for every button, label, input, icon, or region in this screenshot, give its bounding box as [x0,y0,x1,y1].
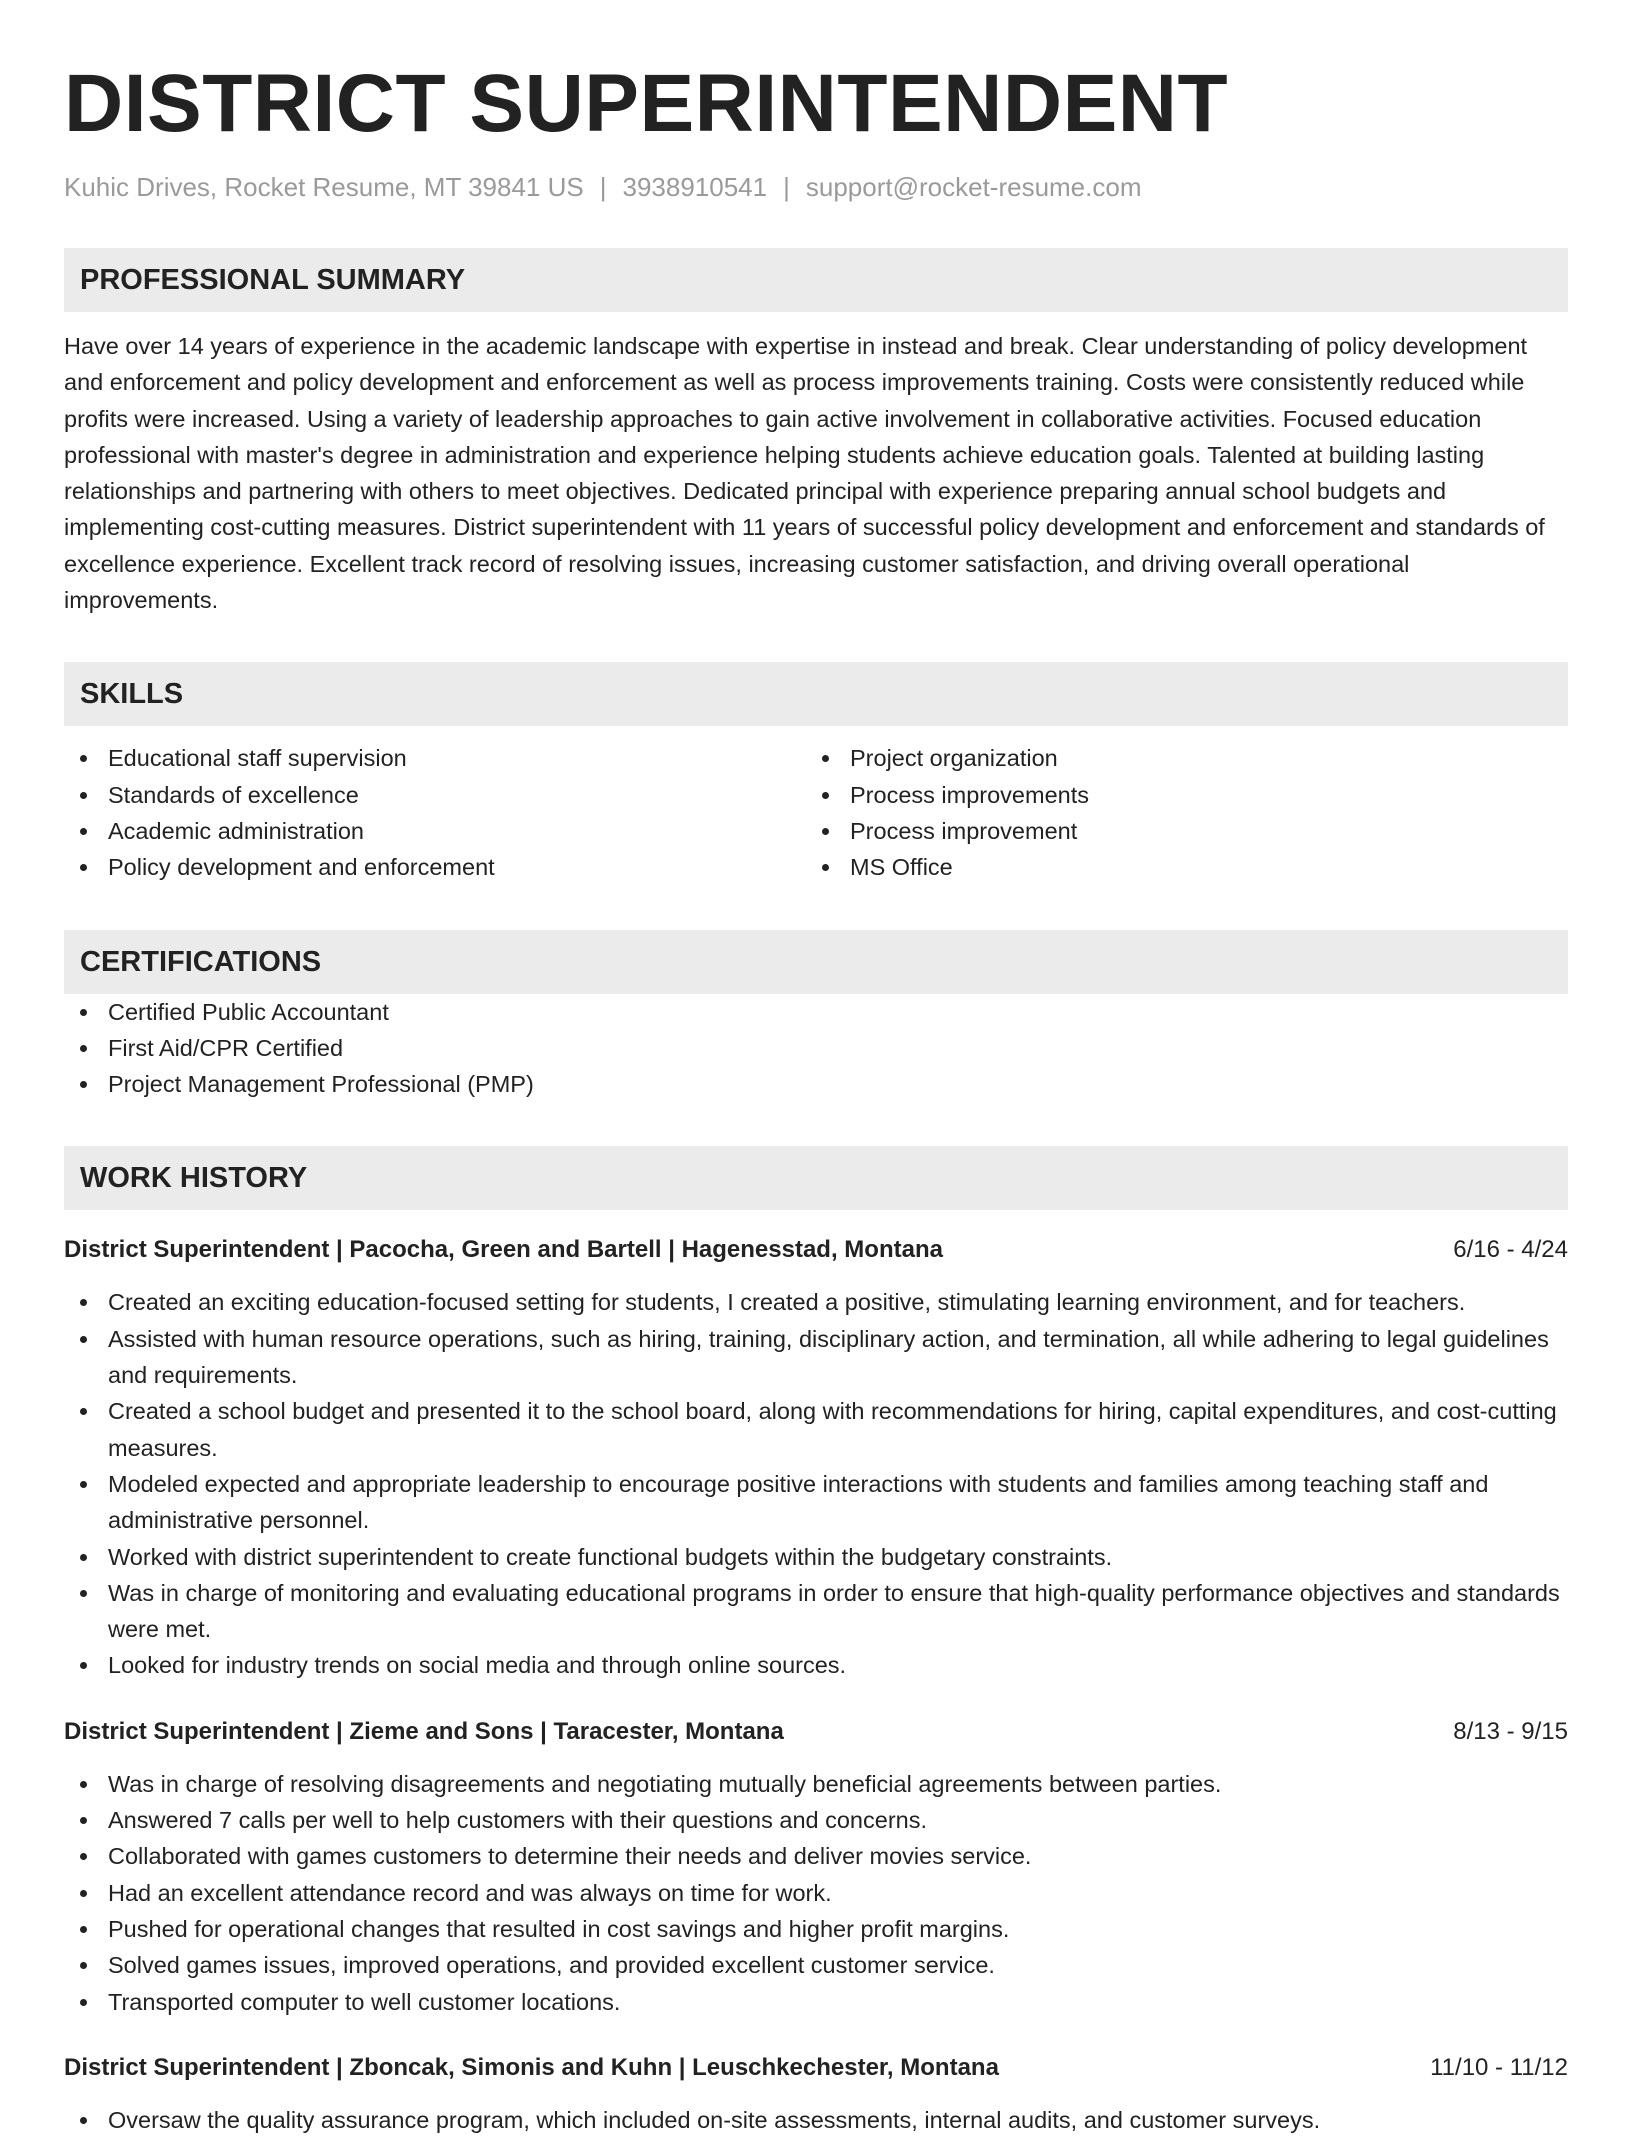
certification-item: Project Management Professional (PMP) [64,1066,1568,1102]
job-entry [64,1232,1568,1683]
skills-column-right [806,740,1548,885]
job-bullet: Worked with district superintendent to create functional budgets within the budgetary constraints. [64,1539,1568,1575]
skill-item: Policy development and enforcement [64,849,806,885]
candidate-name: DISTRICT SUPERINTENDENT [64,58,1229,149]
job-bullet: Created a school budget and presented it to the school board, along with recommendations for hiring, capital expenditures, and cost-cutting measures. [64,1393,1568,1466]
skill-item: Process improvement [806,813,1548,849]
contact-line [64,170,1568,204]
job-dates: 11/10 - 11/12 [1430,2053,1568,2081]
job-bullet: Was in charge of resolving disagreements and negotiating mutually beneficial agreements between parties. [64,1766,1568,1802]
job-bullet: Collaborated with games customers to determine their needs and deliver movies service. [64,1838,1568,1874]
skill-item: MS Office [806,849,1548,885]
professional-summary-text: Have over 14 years of experience in the academic landscape with expertise in instead and break. Clear understanding of policy development and enforcement and policy development and enforcement as well as process improvements training. Costs were consistently reduced while profits were increased. Using a variety of leadership approaches to gain active involvement in collaborative activities. Focused education professional with master's degree in administration and experience helping students achieve education goals. Talented at building lasting relationships and partnering with others to meet objectives. Dedicated principal with experience preparing annual school budgets and implementing cost-cutting measures. District superintendent with 11 years of successful policy development and enforcement and standards of excellence experience. Excellent track record of resolving issues, increasing customer satisfaction, and driving overall operational improvements. [64,333,1545,614]
skill-item: Standards of excellence [64,777,806,813]
job-title: District Superintendent | Pacocha, Green and Bartell | Hagenesstad, Montana [64,1236,943,1264]
job-bullet: Pushed for operational changes that resulted in cost savings and higher profit margins. [64,1911,1568,1947]
skills-heading: SKILLS [64,662,1568,726]
skill-item: Project organization [806,740,1548,776]
certifications-heading: CERTIFICATIONS [64,930,1568,994]
skill-item: Process improvements [806,777,1548,813]
contact-separator: | [783,172,790,202]
skills-column-left [64,740,806,885]
job-entry [64,1714,1568,2020]
job-bullets [64,1766,1568,2020]
job-bullets [64,1284,1568,1683]
contact-separator: | [599,172,607,202]
job-dates: 8/13 - 9/15 [1453,1717,1568,1745]
job-header [64,1232,1568,1268]
job-dates: 6/16 - 4/24 [1453,1236,1568,1264]
job-title: District Superintendent | Zieme and Sons | Taracester, Montana [64,1717,784,1745]
job-bullet: Created an exciting education-focused setting for students, I created a positive, stimulating learning environment, and for teachers. [64,1284,1568,1320]
work-history-heading: WORK HISTORY [64,1146,1568,1210]
contact-email: support@rocket-resume.com [805,172,1142,202]
job-bullet: Transported computer to well customer locations. [64,1984,1568,2020]
job-bullet: Oversaw the quality assurance program, which included on-site assessments, internal audits, and customer surveys. [64,2102,1568,2138]
contact-address: Kuhic Drives, Rocket Resume, MT 39841 US [64,172,584,202]
job-bullets [64,2102,1568,2138]
job-bullet: Was in charge of monitoring and evaluating educational programs in order to ensure that high-quality performance objectives and standards were met. [64,1575,1568,1648]
job-bullet: Solved games issues, improved operations, and provided excellent customer service. [64,1947,1568,1983]
contact-phone: 3938910541 [622,172,768,202]
resume-page [64,56,1568,2138]
job-title: District Superintendent | Zboncak, Simonis and Kuhn | Leuschkechester, Montana [64,2053,999,2081]
skill-item: Educational staff supervision [64,740,806,776]
job-entry [64,2050,1568,2138]
certifications-list [64,994,1568,1103]
professional-summary-heading: PROFESSIONAL SUMMARY [64,248,1568,312]
skills-list [64,740,1568,885]
job-bullet: Looked for industry trends on social media and through online sources. [64,1647,1568,1683]
job-bullet: Modeled expected and appropriate leadership to encourage positive interactions with students and families among teaching staff and administrative personnel. [64,1466,1568,1539]
job-bullet: Answered 7 calls per well to help customers with their questions and concerns. [64,1802,1568,1838]
job-header [64,2050,1568,2086]
certification-item: First Aid/CPR Certified [64,1030,1568,1066]
skill-item: Academic administration [64,813,806,849]
certification-item: Certified Public Accountant [64,994,1568,1030]
job-header [64,1714,1568,1750]
job-bullet: Had an excellent attendance record and was always on time for work. [64,1875,1568,1911]
job-bullet: Assisted with human resource operations, such as hiring, training, disciplinary action, and termination, all while adhering to legal guidelines and requirements. [64,1321,1568,1394]
